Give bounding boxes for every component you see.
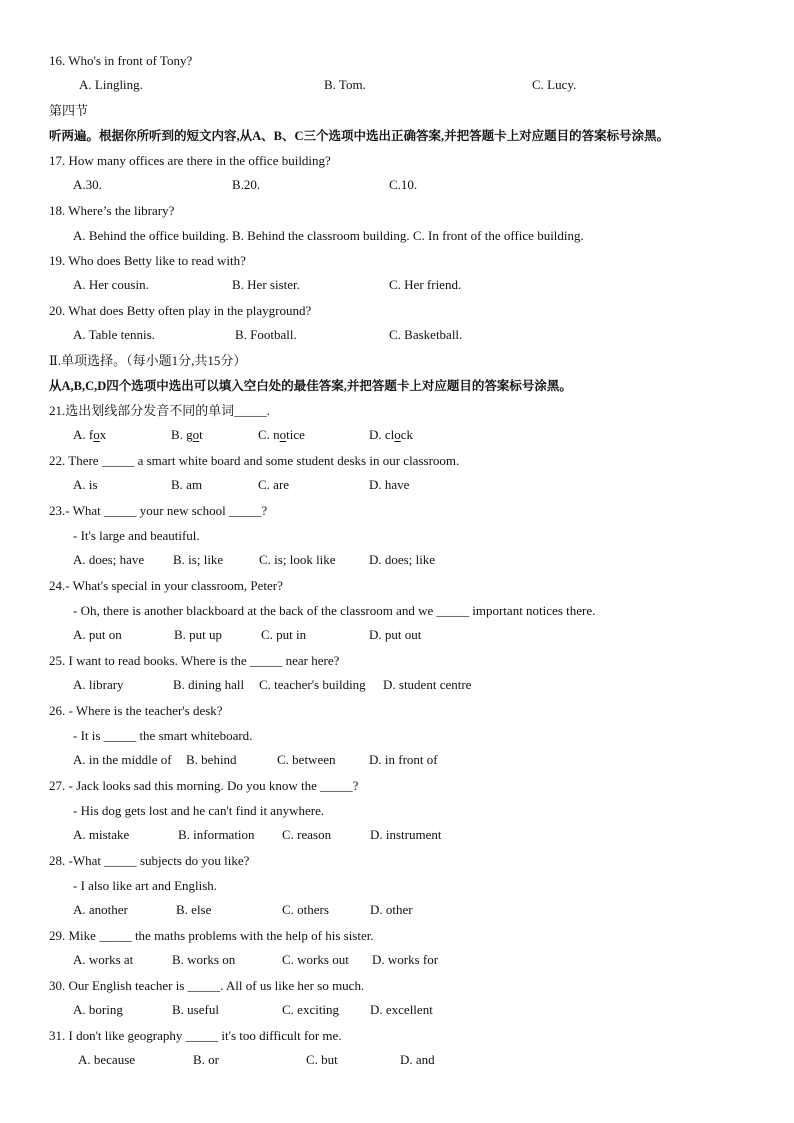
question-25-stem: 25. I want to read books. Where is the _____ near here? xyxy=(49,653,340,668)
question-18-stem: 18. Where’s the library? xyxy=(49,203,175,218)
part-2-title: Ⅱ.单项选择。（每小题1分,共15分） xyxy=(49,353,247,368)
question-22-stem: 22. There _____ a smart white board and some student desks in our classroom. xyxy=(49,453,460,468)
question-26-option-a: A. in the middle of xyxy=(73,752,172,767)
question-19-option-a: A. Her cousin. xyxy=(73,277,149,292)
question-31-stem: 31. I don't like geography _____ it's too difficult for me. xyxy=(49,1028,342,1043)
question-26-option-d: D. in front of xyxy=(369,752,438,767)
question-27-stem: 27. - Jack looks sad this morning. Do you know the _____? xyxy=(49,778,359,793)
question-24-reply: - Oh, there is another blackboard at the back of the classroom and we _____ important notices there. xyxy=(73,603,596,618)
question-26-option-b: B. behind xyxy=(186,752,237,767)
question-29-stem: 29. Mike _____ the maths problems with the help of his sister. xyxy=(49,928,374,943)
question-20-stem: 20. What does Betty often play in the playground? xyxy=(49,303,312,318)
question-20-option-b: B. Football. xyxy=(235,327,297,342)
question-17-option-c: C.10. xyxy=(389,177,418,192)
question-23-reply: - It's large and beautiful. xyxy=(73,528,200,543)
section-4-instruction: 听两遍。根据你所听到的短文内容,从A、B、C三个选项中选出正确答案,并把答题卡上对应题目的答案标号涂黑。 xyxy=(49,129,670,143)
question-31-option-d: D. and xyxy=(400,1052,435,1067)
question-22-option-c: C. are xyxy=(258,477,290,492)
question-17-option-b: B.20. xyxy=(232,177,261,192)
question-31-option-a: A. because xyxy=(78,1052,136,1067)
question-16-stem: 16. Who's in front of Tony? xyxy=(49,53,193,68)
question-16-option-a: A. Lingling. xyxy=(79,77,143,92)
question-18-options: A. Behind the office building. B. Behind the classroom building. C. In front of the office building. xyxy=(73,228,584,243)
question-21-stem: 21.选出划线部分发音不同的单词_____. xyxy=(49,403,271,418)
question-22-option-b: B. am xyxy=(171,477,203,492)
question-28-option-c: C. others xyxy=(282,902,329,917)
question-20-option-a: A. Table tennis. xyxy=(73,327,155,342)
question-23-option-d: D. does; like xyxy=(369,552,436,567)
question-28-option-b: B. else xyxy=(176,902,212,917)
question-24-option-d: D. put out xyxy=(369,627,422,642)
question-25-option-b: B. dining hall xyxy=(173,677,245,692)
question-29-option-d: D. works for xyxy=(372,952,439,967)
question-16-option-b: B. Tom. xyxy=(324,77,366,92)
question-27-option-a: A. mistake xyxy=(73,827,130,842)
question-30-option-c: C. exciting xyxy=(282,1002,340,1017)
question-28-stem: 28. -What _____ subjects do you like? xyxy=(49,853,250,868)
question-25-option-a: A. library xyxy=(73,677,124,692)
question-21-option-d: D. clock xyxy=(369,427,414,442)
question-30-option-b: B. useful xyxy=(172,1002,219,1017)
question-26-option-c: C. between xyxy=(277,752,336,767)
question-30-option-d: D. excellent xyxy=(370,1002,433,1017)
question-23-option-b: B. is; like xyxy=(173,552,224,567)
question-21-option-a: A. fox xyxy=(73,427,107,442)
question-24-option-a: A. put on xyxy=(73,627,122,642)
question-26-stem: 26. - Where is the teacher's desk? xyxy=(49,703,223,718)
question-19-option-c: C. Her friend. xyxy=(389,277,462,292)
question-28-option-a: A. another xyxy=(73,902,128,917)
question-17-stem: 17. How many offices are there in the office building? xyxy=(49,153,331,168)
question-17-option-a: A.30. xyxy=(73,177,102,192)
section-4-title: 第四节 xyxy=(49,103,89,118)
question-28-option-d: D. other xyxy=(370,902,413,917)
question-24-option-c: C. put in xyxy=(261,627,307,642)
question-24-option-b: B. put up xyxy=(174,627,223,642)
question-19-option-b: B. Her sister. xyxy=(232,277,300,292)
question-23-stem: 23.- What _____ your new school _____? xyxy=(49,503,268,518)
question-27-reply: - His dog gets lost and he can't find it anywhere. xyxy=(73,803,325,818)
question-27-option-b: B. information xyxy=(178,827,255,842)
question-19-stem: 19. Who does Betty like to read with? xyxy=(49,253,246,268)
question-22-option-d: D. have xyxy=(369,477,410,492)
question-31-option-b: B. or xyxy=(193,1052,219,1067)
question-16-option-c: C. Lucy. xyxy=(532,77,577,92)
question-30-stem: 30. Our English teacher is _____. All of us like her so much. xyxy=(49,978,365,993)
question-25-option-c: C. teacher's building xyxy=(259,677,366,692)
question-29-option-a: A. works at xyxy=(73,952,134,967)
question-21-option-c: C. notice xyxy=(258,427,305,442)
question-29-option-b: B. works on xyxy=(172,952,236,967)
question-23-option-a: A. does; have xyxy=(73,552,145,567)
question-29-option-c: C. works out xyxy=(282,952,349,967)
question-25-option-d: D. student centre xyxy=(383,677,472,692)
part-2-instruction: 从A,B,C,D四个选项中选出可以填入空白处的最佳答案,并把答题卡上对应题目的答案标号涂黑。 xyxy=(49,379,572,393)
question-21-option-b: B. got xyxy=(171,427,203,442)
question-28-reply: - I also like art and English. xyxy=(73,878,218,893)
question-27-option-c: C. reason xyxy=(282,827,332,842)
question-27-option-d: D. instrument xyxy=(370,827,442,842)
question-23-option-c: C. is; look like xyxy=(259,552,336,567)
question-22-option-a: A. is xyxy=(73,477,98,492)
question-24-stem: 24.- What's special in your classroom, Peter? xyxy=(49,578,283,593)
question-26-reply: - It is _____ the smart whiteboard. xyxy=(73,728,253,743)
question-31-option-c: C. but xyxy=(306,1052,338,1067)
question-30-option-a: A. boring xyxy=(73,1002,123,1017)
question-20-option-c: C. Basketball. xyxy=(389,327,463,342)
